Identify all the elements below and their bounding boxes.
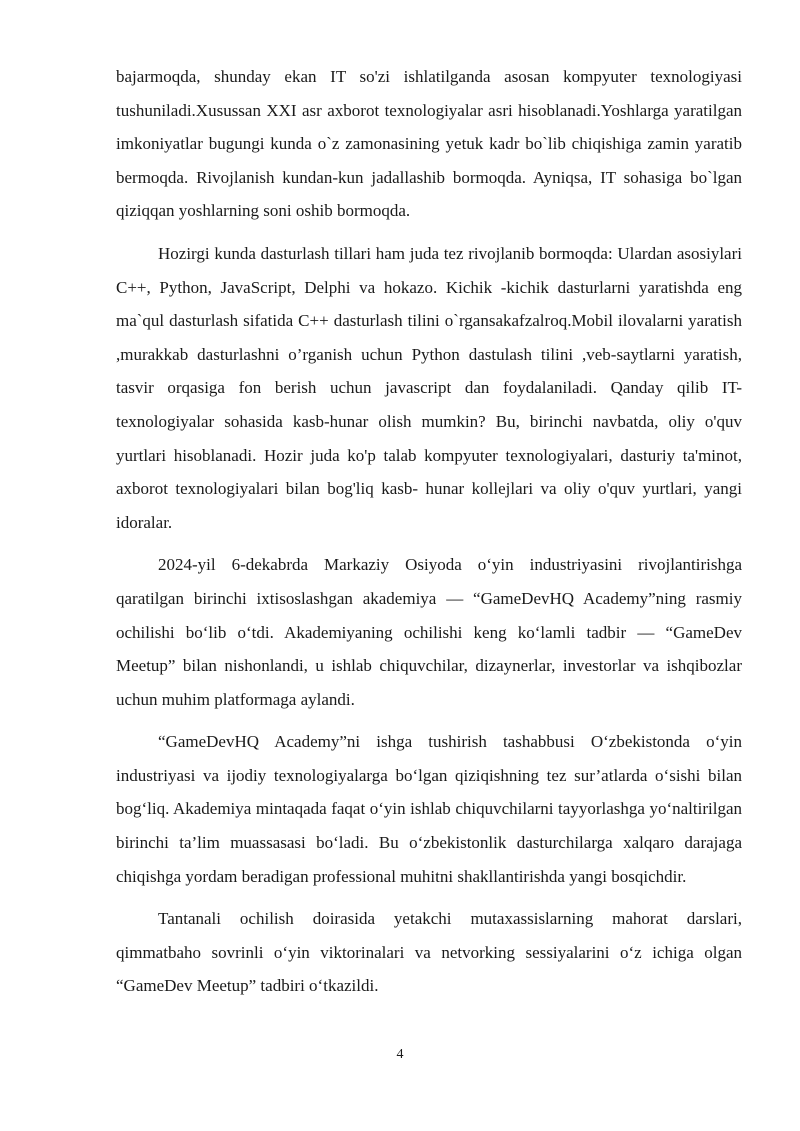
page-number: 4 bbox=[396, 1047, 404, 1062]
paragraph: “GameDevHQ Academy”ni ishga tushirish tashabbusi O‘zbekistonda o‘yin industriyasi va ijodiy texnologiyalarga bo‘lgan qiziqishning tez sur’atlarda o‘sishi bilan bog‘liq. Akademiya mintaqada faqat o‘yin ishlab chiquvchilarni tayyorlashga yo‘naltirilgan birinchi ta’lim muassasasi bo‘ladi. Bu o‘zbekistonlik dasturchilarga xalqaro darajaga chiqishga yordam beradigan professional muhitni shakllantirishda yangi bosqichdir. bbox=[116, 732, 742, 886]
paragraph: Tantanali ochilish doirasida yetakchi mutaxassislarning mahorat darslari, qimmatbaho sovrinli o‘yin viktorinalari va netvorking sessiyalarini o‘z ichiga olgan “GameDev Meetup” tadbiri o‘tkazildi. bbox=[116, 909, 742, 996]
paragraph: 2024-yil 6-dekabrda Markaziy Osiyoda o‘yin industriyasini rivojlantirishga qaratilgan birinchi ixtisoslashgan akademiya — “GameDevHQ Academy”ning rasmiy ochilishi bo‘lib o‘tdi. Akademiyaning ochilishi keng ko‘lamli tadbir — “GameDev Meetup” bilan nishonlandi, u ishlab chiquvchilar, dizaynerlar, investorlar va ishqibozlar uchun muhim platformaga aylandi. bbox=[116, 555, 742, 709]
paragraph: Hozirgi kunda dasturlash tillari ham juda tez rivojlanib bormoqda: Ulardan asosiylari C++, Python, JavaScript, Delphi va hokazo. Kichik -kichik dasturlarni yaratishda eng ma`qul dasturlash sifatida C++ dasturlash tilini o`rgansakafzalroq.Mobil ilovalarni yaratish ,murakkab dasturlashni o’rganish uchun Python dastulash tilini ,veb-saytlarni yaratish, tasvir orqasiga fon berish uchun javascript dan foydalaniladi. Qanday qilib IT-texnologiyalar sohasida kasb-hunar olish mumkin? Bu, birinchi navbatda, oliy o'quv yurtlari hisoblanadi. Hozir juda ko'p talab kompyuter texnologiyalari, dasturiy ta'minot, axborot texnologiyalari bilan bog'liq kasb- hunar kollejlari va oliy o'quv yurtlari, yangi idoralar. bbox=[116, 243, 742, 532]
paragraph: bajarmoqda, shunday ekan IT so'zi ishlatilganda asosan kompyuter texnologiyasi tushuniladi.Xusussan XXI asr axborot texnologiyalar asri hisoblanadi.Yoshlarga yaratilgan imkoniyatlar bugungi kunda o`z zamonasining yetuk kadr bo`lib chiqishiga zamin yaratib bermoqda. Rivojlanish kundan-kun jadallashib bormoqda. Ayniqsa, IT sohasiga bo`lgan qiziqqan yoshlarning soni oshib bormoqda. bbox=[116, 67, 742, 221]
document-body bbox=[116, 60, 742, 1003]
